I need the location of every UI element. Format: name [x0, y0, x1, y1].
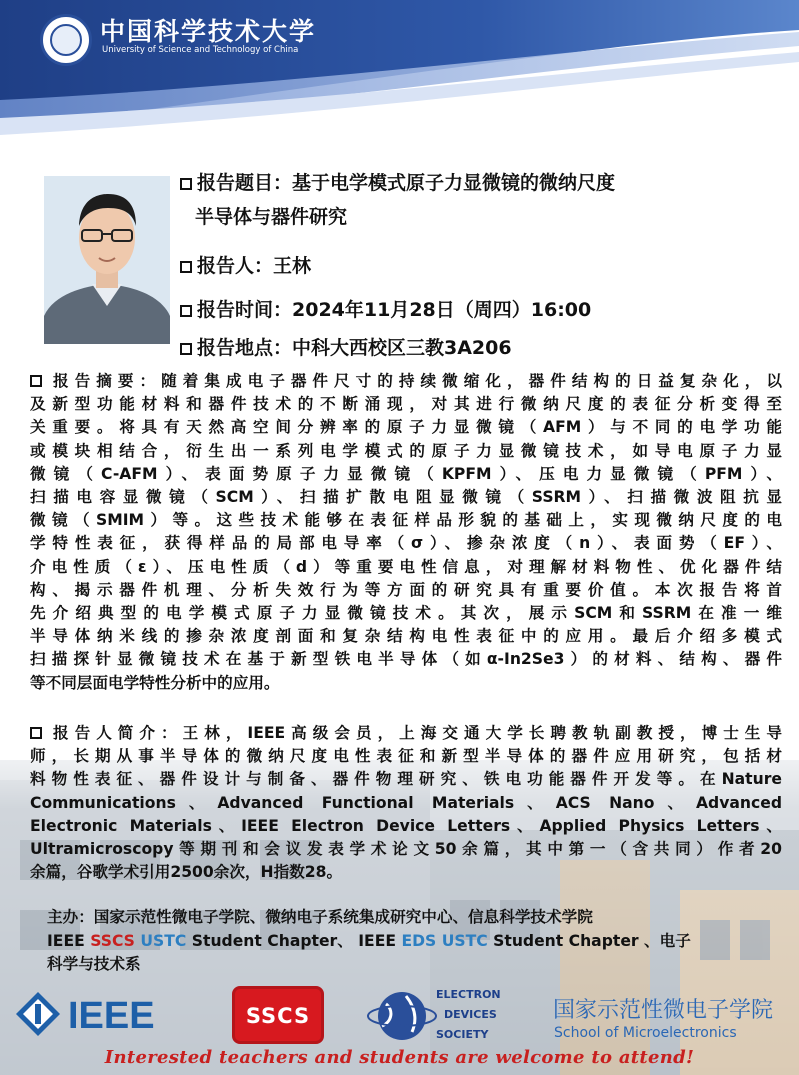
- bio-line: Electronic Materials、IEEE Electron Device Letters、Applied Physics Letters、: [30, 816, 782, 835]
- abstract-line: 扫描探针显微镜技术在基于新型铁电半导体（如α-In2Se3）的材料、结构、器件: [30, 650, 782, 669]
- abstract-line: 构、揭示器件机理、分析失效行为等方面的研究具有重要价值。本次报告将首: [30, 580, 782, 599]
- eds-word-society: SOCIETY: [436, 1028, 489, 1041]
- organizers-line: IEEE SSCS USTC Student Chapter、 IEEE EDS USTC Student Chapter 、电子: [47, 931, 691, 950]
- ieee-logo-text: IEEE: [68, 995, 155, 1037]
- university-name-en: University of Science and Technology of China: [102, 45, 299, 55]
- abstract-line: 关重要。将具有天然高空间分辨率的原子力显微镜（AFM）与不同的电学功能: [30, 418, 782, 437]
- sscs-logo-text: SSCS: [245, 1004, 311, 1028]
- microelectronics-school-name-cn: 国家示范性微电子学院: [553, 998, 774, 1023]
- abstract-line: 半导体纳米线的掺杂浓度剖面和复杂结构电性表征中的应用。最后介绍多模式: [30, 627, 782, 646]
- bio-line: 师，长期从事半导体的微纳尺度电性表征和新型半导体的器件应用研究，包括材: [30, 747, 782, 766]
- talk-title-continued: 半导体与器件研究: [195, 206, 348, 228]
- checkbox-bullet-icon: [30, 727, 42, 739]
- organizers-line: 主办：国家示范性微电子学院、微纳电子系统集成研究中心、信息科学技术学院: [47, 908, 593, 926]
- abstract-line: 报告摘要：随着集成电子器件尺寸的持续微缩化，器件结构的日益复杂化，以: [30, 370, 782, 393]
- abstract-line: 介电性质（ε）、压电性质（d）等重要电性信息，对理解材料物性、优化器件结: [30, 557, 782, 576]
- abstract-line: 微镜（C-AFM）、表面势原子力显微镜（KPFM）、压电力显微镜（PFM）、: [30, 464, 782, 483]
- ustc-seal-logo: [40, 14, 92, 66]
- bio-line: Ultramicroscopy等期刊和会议发表学术论文50余篇，其中第一（含共同）作者20: [30, 840, 782, 859]
- eds-word-electron: ELECTRON: [436, 988, 501, 1001]
- organizers-line: 科学与技术系: [47, 955, 141, 973]
- eds-logo: [362, 986, 522, 1046]
- abstract-line: 或模块相结合，衍生出一系列电学模式的原子力显微镜技术，如导电原子力显: [30, 441, 782, 460]
- abstract-line: 微镜（SMIM）等。这些技术能够在表征样品形貌的基础上，实现微纳尺度的电: [30, 511, 782, 530]
- bio-line: 余篇，谷歌学术引用2500余次，H指数28。: [30, 863, 343, 882]
- header-banner: [0, 0, 799, 135]
- bio-line: 报告人简介：王林，IEEE高级会员，上海交通大学长聘教轨副教授，博士生导: [30, 722, 782, 745]
- bio-line: 料物性表征、器件设计与制备、器件物理研究、铁电功能器件开发等。在Nature: [30, 770, 782, 789]
- abstract-line: 及新型功能材料和器件技术的不断涌现，对其进行微纳尺度的表征分析变得至: [30, 395, 782, 414]
- speaker-name: 报告人：王林: [180, 251, 311, 278]
- speaker-bio-section: [30, 722, 782, 884]
- bio-line: Communications、Advanced Functional Materials、ACS Nano、Advanced: [30, 793, 782, 812]
- abstract-section: [30, 370, 782, 695]
- microelectronics-school-name-en: School of Microelectronics: [554, 1025, 737, 1041]
- organizers-section: [47, 906, 787, 977]
- abstract-line: 等不同层面电学特性分析中的应用。: [30, 673, 280, 692]
- checkbox-bullet-icon: [180, 305, 192, 317]
- sscs-logo: [232, 986, 324, 1044]
- abstract-line: 先介绍典型的电学模式原子力显微镜技术。其次，展示SCM和SSRM在准一维: [30, 604, 782, 623]
- talk-title: 报告题目：基于电学模式原子力显微镜的微纳尺度: [180, 168, 615, 195]
- talk-location: 报告地点：中科大西校区三教3A206: [180, 333, 512, 360]
- abstract-line: 学特性表征，获得样品的局部电导率（σ）、掺杂浓度（n）、表面势（EF）、: [30, 534, 782, 553]
- ieee-logo: [14, 990, 184, 1038]
- checkbox-bullet-icon: [180, 343, 192, 355]
- welcome-message: Interested teachers and students are welcome to attend!: [104, 1047, 695, 1068]
- abstract-line: 扫描电容显微镜（SCM）、扫描扩散电阻显微镜（SSRM）、扫描微波阻抗显: [30, 488, 782, 507]
- checkbox-bullet-icon: [180, 261, 192, 273]
- talk-time: 报告时间：2024年11月28日（周四）16:00: [180, 295, 591, 322]
- university-name-cn: 中国科学技术大学: [100, 17, 317, 46]
- speaker-photo: [44, 176, 170, 344]
- eds-word-devices: DEVICES: [444, 1008, 497, 1021]
- checkbox-bullet-icon: [30, 375, 42, 387]
- checkbox-bullet-icon: [180, 178, 192, 190]
